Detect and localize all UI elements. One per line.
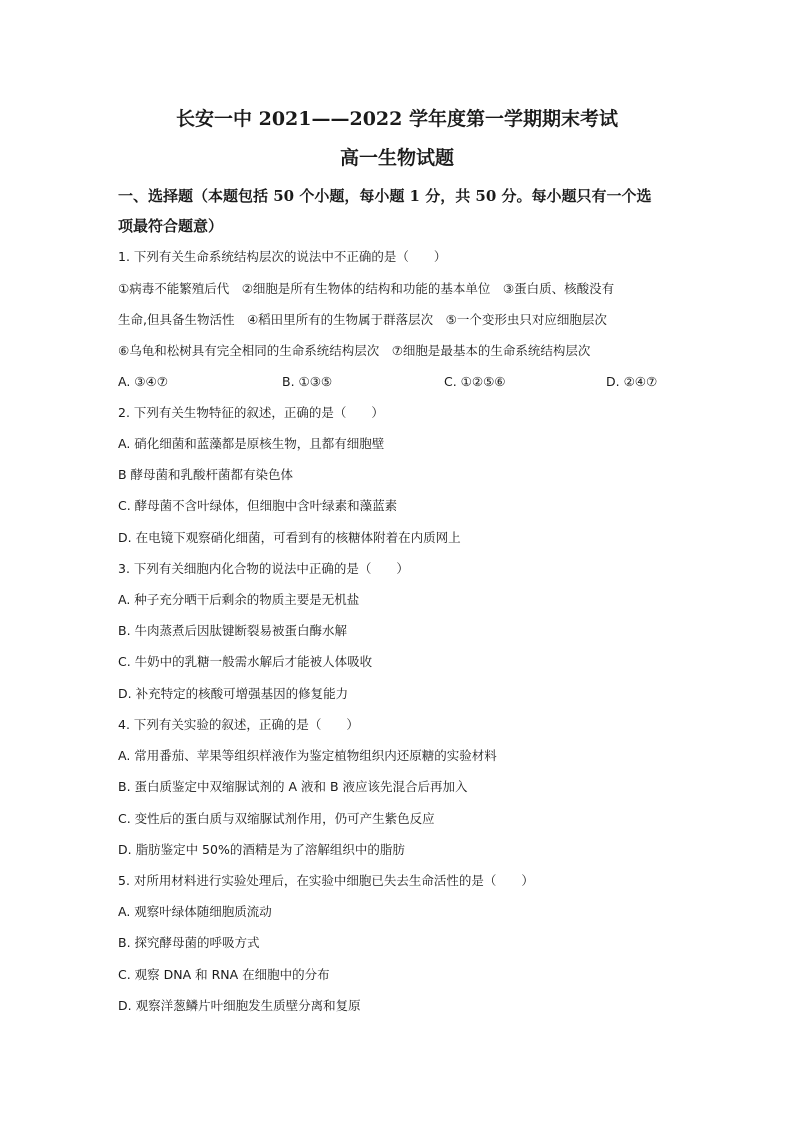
exam-subtitle: 高一生物试题: [339, 147, 454, 169]
question-1-statement-1: ①病毒不能繁殖后代 ②细胞是所有生物体的结构和功能的基本单位 ③蛋白质、核酸没有: [118, 281, 615, 296]
question-1-option-b: B. ①③⑤: [282, 374, 333, 389]
question-2-option-b: B 酵母菌和乳酸杆菌都有染色体: [118, 467, 294, 482]
question-1-option-a: A. ③④⑦: [118, 374, 168, 389]
question-4-option-a: A. 常用番茄、苹果等组织样液作为鉴定植物组织内还原糖的实验材料: [118, 748, 497, 763]
question-1-statement-3: ⑥乌龟和松树具有完全相同的生命系统结构层次 ⑦细胞是最基本的生命系统结构层次: [118, 343, 591, 358]
question-1-option-c: C. ①②⑤⑥: [444, 374, 506, 389]
question-1-statement-2: 生命,但具备生物活性 ④稻田里所有的生物属于群落层次 ⑤一个变形虫只对应细胞层次: [118, 312, 607, 327]
question-2-option-d: D. 在电镜下观察硝化细菌，可看到有的核糖体附着在内质网上: [118, 530, 461, 545]
question-3-option-d: D. 补充特定的核酸可增强基因的修复能力: [118, 686, 349, 701]
question-3-option-a: A. 种子充分晒干后剩余的物质主要是无机盐: [118, 592, 360, 607]
question-3-option-c: C. 牛奶中的乳糖一般需水解后才能被人体吸收: [118, 654, 373, 669]
question-5-option-b: B. 探究酵母菌的呼吸方式: [118, 935, 260, 950]
question-5-stem: 5. 对所用材料进行实验处理后，在实验中细胞已失去生命活性的是（ ）: [118, 873, 534, 888]
question-3-stem: 3. 下列有关细胞内化合物的说法中正确的是（ ）: [118, 561, 409, 576]
question-4-option-b: B. 蛋白质鉴定中双缩脲试剂的 A 液和 B 液应该先混合后再加入: [118, 779, 468, 794]
question-2-option-a: A. 硝化细菌和蓝藻都是原核生物，且都有细胞壁: [118, 436, 385, 451]
section-heading: [118, 181, 678, 241]
section-heading-line-2: 项最符合题意）: [118, 217, 224, 235]
question-5-option-c: C. 观察 DNA 和 RNA 在细胞中的分布: [118, 967, 330, 982]
question-1-stem: 1. 下列有关生命系统结构层次的说法中不正确的是（ ）: [118, 249, 447, 264]
question-1-option-d: D. ②④⑦: [606, 374, 658, 389]
question-2-stem: 2. 下列有关生物特征的叙述，正确的是（ ）: [118, 405, 384, 420]
question-5-option-d: D. 观察洋葱鳞片叶细胞发生质壁分离和复原: [118, 998, 361, 1013]
question-2-option-c: C. 酵母菌不含叶绿体，但细胞中含叶绿素和藻蓝素: [118, 498, 398, 513]
question-4-stem: 4. 下列有关实验的叙述，正确的是（ ）: [118, 717, 359, 732]
exam-title: 长安一中 2021——2022 学年度第一学期期末考试: [176, 108, 618, 130]
question-4-option-d: D. 脂肪鉴定中 50%的酒精是为了溶解组织中的脂肪: [118, 842, 405, 857]
question-3-option-b: B. 牛肉蒸煮后因肽键断裂易被蛋白酶水解: [118, 623, 348, 638]
question-4-option-c: C. 变性后的蛋白质与双缩脲试剂作用，仍可产生紫色反应: [118, 811, 435, 826]
question-1-options: [118, 373, 678, 391]
section-heading-line-1: 一、选择题（本题包括 50 个小题，每小题 1 分，共 50 分。每小题只有一个选: [118, 187, 652, 205]
question-5-option-a: A. 观察叶绿体随细胞质流动: [118, 904, 272, 919]
